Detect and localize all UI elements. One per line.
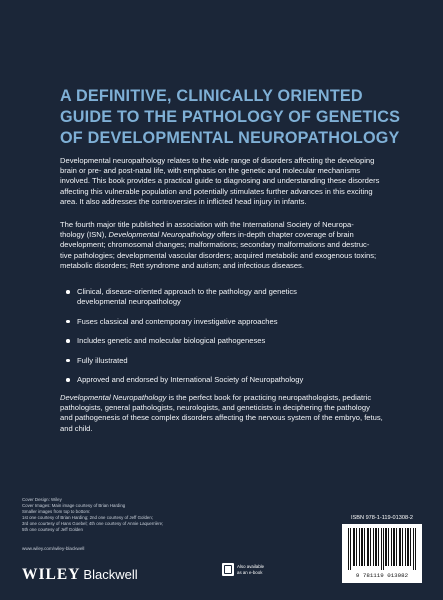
intro-line: area. It also addresses the controversies in inflicted head injury in infants. (60, 196, 307, 206)
barcode (342, 524, 422, 583)
feature-text: Fully illustrated (77, 355, 128, 365)
closing-line: is the perfect book for practicing neuropathologists, pediatric (166, 393, 372, 402)
feature-item (66, 356, 396, 366)
closing-line: and pathogenesis of these complex disorders affecting the nervous system of the embryo, fetus, (60, 413, 383, 423)
feature-list (66, 287, 396, 395)
description-line: The fourth major title published in association with the International Society of Neuropa- (60, 220, 354, 229)
closing-line: pathologists, general pathologists, neurologists, and geneticists in deciphering the pathology (60, 403, 370, 413)
description-line: tive pathologies; developmental vascular disorders; acquired metabolic and exogenous toxins; (60, 250, 377, 260)
book-title-italic: Developmental Neuropathology (108, 230, 215, 240)
closing-paragraph (60, 393, 412, 434)
headline-line: GUIDE TO THE PATHOLOGY OF GENETICS (60, 108, 401, 126)
closing-line: and child. (60, 423, 93, 433)
credit-line: 1st one courtesy of Brian Harding; 2nd one courtesy of Jeff Golden; (22, 515, 153, 520)
intro-paragraph (60, 156, 412, 207)
publisher-logo (22, 566, 138, 584)
feature-item (66, 287, 396, 307)
description-line: metabolic disorders; Rett syndrome and autism; and infectious diseases. (60, 260, 304, 270)
feature-text: Fuses classical and contemporary investigative approaches (77, 316, 278, 326)
credit-line: 3rd one courtesy of Hans Goebel; 4th one courtesy of Annie Laquerrière; (22, 521, 164, 526)
book-title-italic: Developmental Neuropathology (60, 393, 167, 402)
ebook-text (237, 564, 264, 575)
description-line: thology (ISN), (60, 230, 109, 240)
isbn-text: ISBN 978-1-119-01308-2 (350, 515, 414, 521)
credit-line: Cover Images: Main image courtesy of Brian Harding (22, 503, 126, 508)
credit-line: Cover Design: Wiley (22, 497, 62, 502)
publisher-website[interactable]: www.wiley.com/wiley-blackwell (22, 546, 85, 551)
description-line: offers in-depth chapter coverage of brain (214, 230, 354, 240)
barcode-icon (347, 528, 417, 570)
ebook-line: as an e-book (237, 569, 263, 575)
intro-line: involved. This book provides a practical guide to diagnosing and understanding these disorders (60, 176, 380, 186)
feature-item (66, 317, 396, 327)
description-line: development; chromosomal changes; malformations; secondary malformations and destruc- (60, 240, 370, 250)
headline (60, 86, 420, 149)
feature-item (66, 336, 396, 346)
credit-line: Smaller images from top to bottom: (22, 509, 91, 514)
feature-text: Clinical, disease-oriented approach to the pathology and genetics (77, 287, 297, 296)
barcode-digits: 9 781119 013082 (355, 572, 409, 579)
ebook-badge (222, 563, 292, 577)
headline-line: OF DEVELOPMENTAL NEUROPATHOLOGY (60, 129, 400, 147)
ebook-line: Also available (237, 564, 265, 569)
blackwell-logo-text: Blackwell (83, 567, 138, 582)
feature-text: Includes genetic and molecular biological pathogeneses (77, 336, 266, 345)
headline-line: A DEFINITIVE, CLINICALLY ORIENTED (60, 87, 363, 105)
intro-line: affecting this vulnerable population and potentially stimulates further advances in this exciting (60, 186, 373, 196)
isbn-block (342, 515, 422, 583)
cover-credits (22, 497, 222, 533)
feature-text: Approved and endorsed by International Society of Neuropathology (77, 375, 304, 384)
wiley-logo-text: WILEY (22, 566, 81, 583)
intro-line: brain or pre- and post-natal life, with emphasis on the genetic and molecular mechanisms (60, 166, 361, 176)
credit-line: 5th one courtesy of Jeff Golden (22, 527, 83, 532)
description-paragraph (60, 220, 412, 271)
feature-text: developmental neuropathology (77, 297, 181, 306)
ebook-icon (222, 563, 234, 576)
intro-line: Developmental neuropathology relates to the wide range of disorders affecting the developing (60, 156, 375, 165)
feature-item (66, 375, 396, 385)
